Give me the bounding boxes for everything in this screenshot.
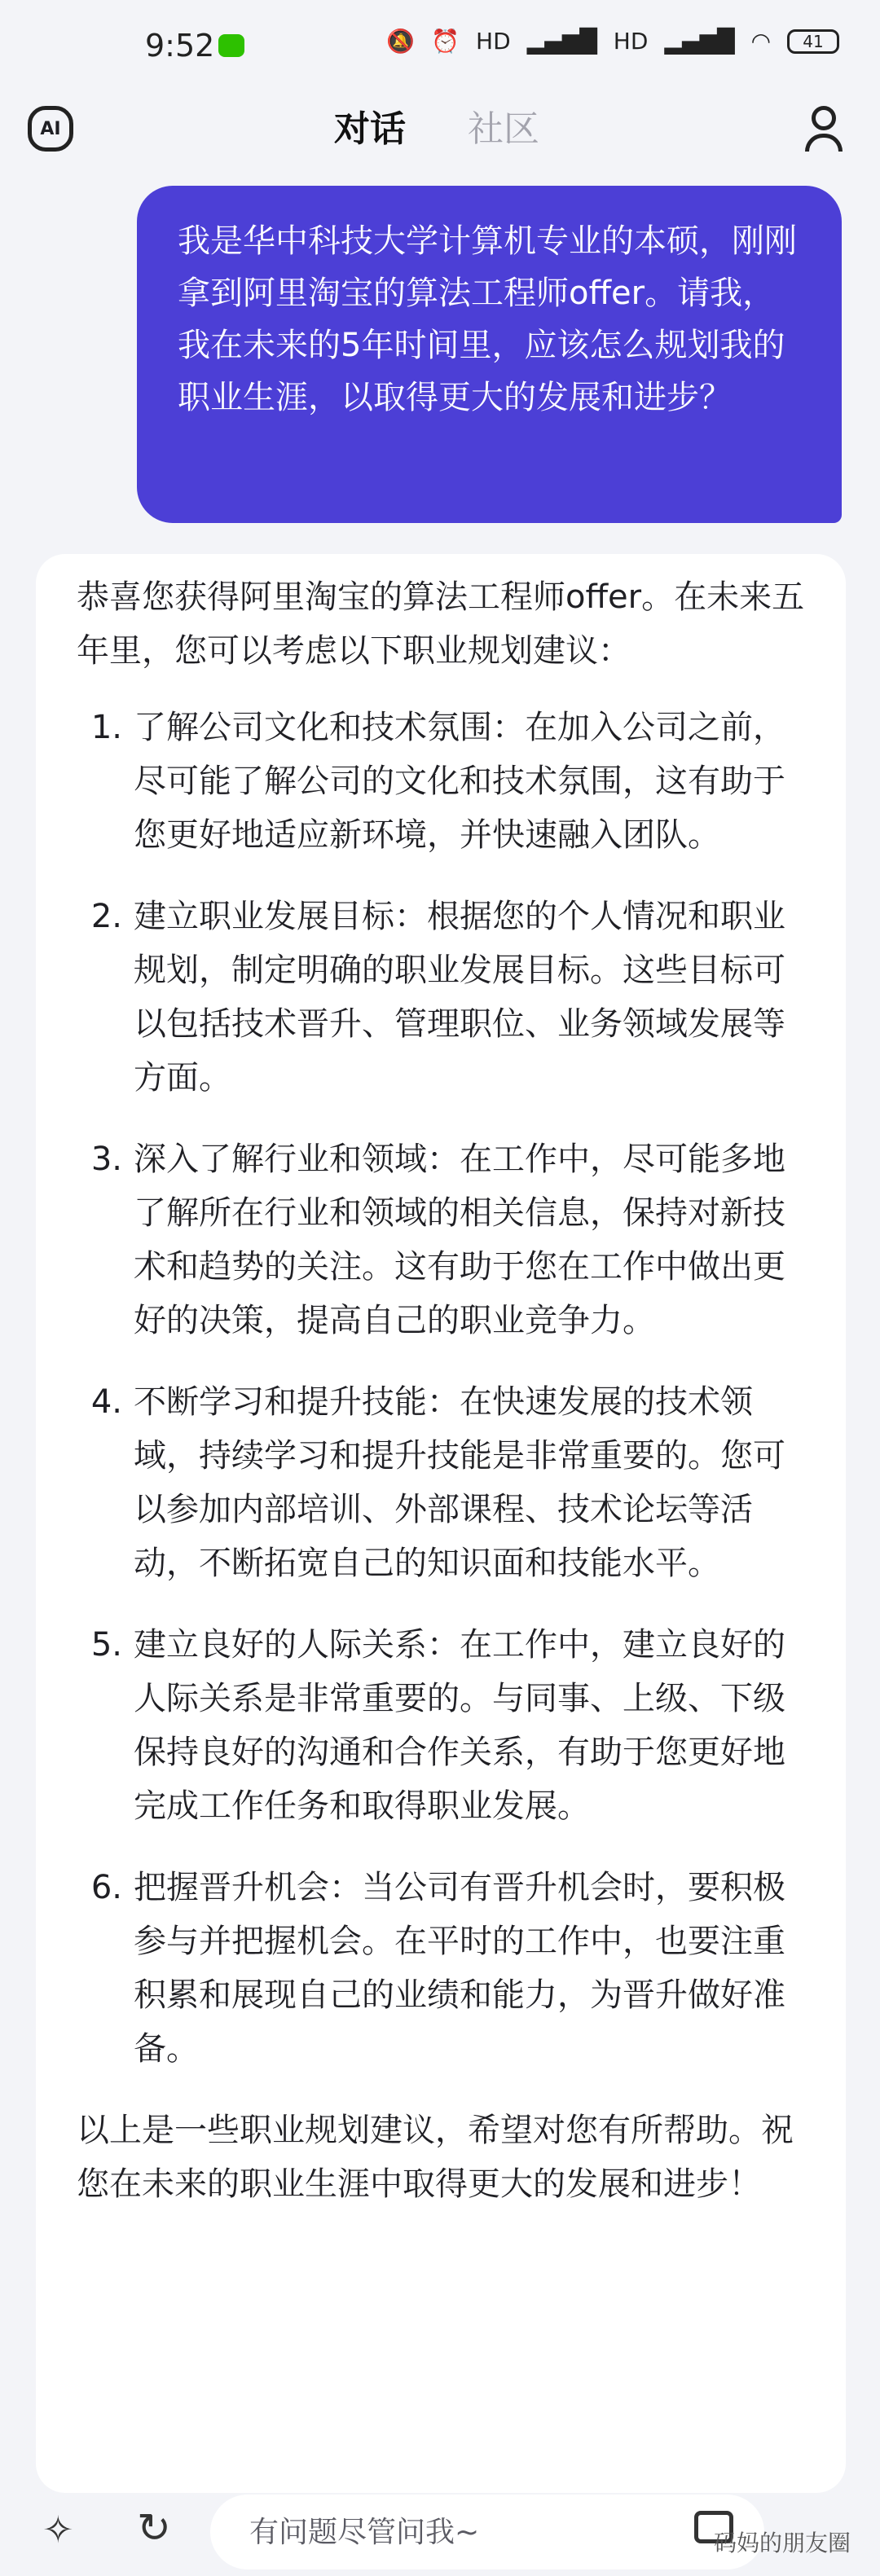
ask-input[interactable] xyxy=(210,2495,764,2569)
battery-indicator: 41 xyxy=(787,29,839,54)
wechat-notification-icon xyxy=(218,34,244,57)
alarm-icon: ⏰ xyxy=(431,28,460,55)
list-item-number: 4. xyxy=(90,1383,122,1421)
list-item-text: 深入了解行业和领域：在工作中，尽可能多地了解所在行业和领域的相关信息，保持对新技术和趋势的关注。这有助于您在工作中做出更好的决策，提高自己的职业竞争力。 xyxy=(134,1141,785,1339)
ai-logo-icon[interactable] xyxy=(28,106,73,152)
magic-wand-icon[interactable]: ✧ xyxy=(42,2508,74,2552)
list-item xyxy=(77,890,805,1105)
list-item-number: 3. xyxy=(90,1141,122,1178)
signal-icon-2: ▂▄▆█ xyxy=(664,28,735,55)
list-item-text: 了解公司文化和技术氛围：在加入公司之前，尽可能了解公司的文化和技术氛围，这有助于您更好地适应新环境，并快速融入团队。 xyxy=(134,709,785,854)
ai-answer-card xyxy=(36,554,846,2493)
answer-intro: 恭喜您获得阿里淘宝的算法工程师offer。在未来五年里，您可以考虑以下职业规划建议： xyxy=(77,578,805,670)
status-time: 9:52 xyxy=(145,28,215,64)
wifi-icon: ◠ xyxy=(750,28,771,55)
watermark-text: 码妈的朋友圈 xyxy=(713,2530,851,2556)
status-bar xyxy=(0,0,880,90)
app-header xyxy=(0,90,880,196)
tab-chat[interactable]: 对话 xyxy=(334,108,406,150)
list-item-text: 建立职业发展目标：根据您的个人情况和职业规划，制定明确的职业发展目标。这些目标可以包括技术晋升、管理职位、业务领域发展等方面。 xyxy=(134,898,785,1097)
answer-outro: 以上是一些职业规划建议，希望对您有所帮助。祝您在未来的职业生涯中取得更大的发展和进步！ xyxy=(77,2112,794,2203)
list-item-text: 把握晋升机会：当公司有晋升机会时，要积极参与并把握机会。在平时的工作中，也要注重积累和展现自己的业绩和能力，为晋升做好准备。 xyxy=(134,1869,785,2068)
signal-label-1: HD xyxy=(476,28,511,55)
list-item-text: 不断学习和提升技能：在快速发展的技术领域，持续学习和提升技能是非常重要的。您可以参加内部培训、外部课程、技术论坛等活动，不断拓宽自己的知识面和技能水平。 xyxy=(134,1383,785,1582)
list-item xyxy=(77,1618,805,1833)
list-item-number: 2. xyxy=(90,898,122,935)
signal-icon: ▂▄▆█ xyxy=(526,28,597,55)
status-icons xyxy=(386,28,839,55)
refresh-icon[interactable]: ↻ xyxy=(137,2504,171,2552)
user-message-bubble: 我是华中科技大学计算机专业的本硕，刚刚拿到阿里淘宝的算法工程师offer。请我，我在未来的5年时间里，应该怎么规划我的职业生涯，以取得更大的发展和进步？ xyxy=(137,186,842,523)
list-item-number: 6. xyxy=(90,1869,122,1906)
tab-community[interactable]: 社区 xyxy=(468,108,539,150)
list-item-text: 建立良好的人际关系：在工作中，建立良好的人际关系是非常重要的。与同事、上级、下级保持良好的沟通和合作关系，有助于您更好地完成工作任务和取得职业发展。 xyxy=(134,1626,785,1825)
list-item-number: 1. xyxy=(90,709,122,746)
list-item xyxy=(77,1861,805,2076)
list-item xyxy=(77,1132,805,1347)
list-item xyxy=(77,701,805,862)
user-profile-icon[interactable] xyxy=(802,101,847,158)
logo-text: AI xyxy=(40,118,61,139)
advice-list xyxy=(77,701,805,2076)
list-item xyxy=(77,1375,805,1590)
mute-icon: 🔕 xyxy=(386,28,416,55)
signal-label-2: HD xyxy=(613,28,649,55)
list-item-number: 5. xyxy=(90,1626,122,1664)
